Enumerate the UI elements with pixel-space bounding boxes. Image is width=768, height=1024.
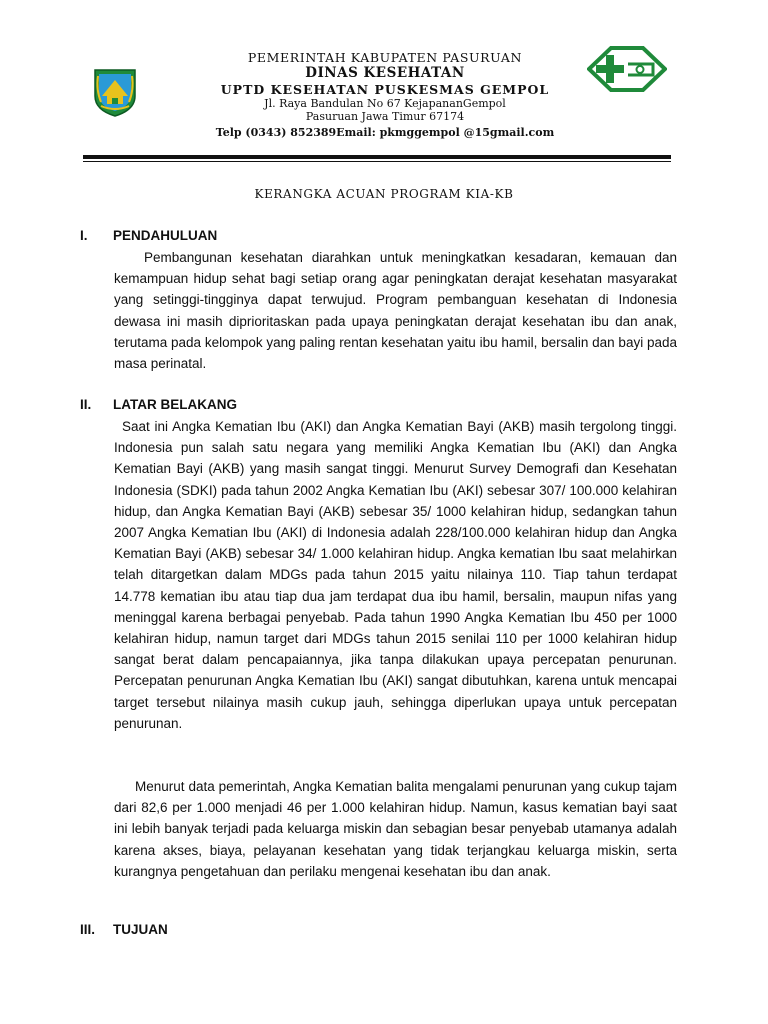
letterhead-address-city: Pasuruan Jawa Timur 67174 [305, 110, 465, 123]
paragraph-latar-belakang-2: Menurut data pemerintah, Angka Kematian balita mengalami penurunan yang cukup tajam dari 82,6 per 1.000 menjadi 46 per 1.000 kelahiran hidup. Namun, kasus kematian bayi saat ini lebih banyak terjadi pada keluarga miskin dan sebagian besar penyebab utamanya adalah karena akses, biaya, pelayanan kesehatan yang tidak terjangkau keluarga miskin, serta kurangnya pengetahuan dan perilaku mengenai kesehatan ibu dan anak. [114, 779, 677, 879]
letterhead-divider-thick [83, 155, 671, 159]
section-title: LATAR BELAKANG [113, 397, 237, 412]
section-number: I. [80, 228, 88, 243]
section-heading-pendahuluan [80, 228, 217, 243]
section-title: TUJUAN [113, 922, 168, 937]
letterhead-agency: DINAS KESEHATAN [305, 65, 465, 81]
letterhead-unit: UPTD KESEHATAN PUSKESMAS GEMPOL [220, 82, 550, 97]
section-heading-tujuan [80, 922, 168, 937]
section-title: PENDAHULUAN [113, 228, 218, 243]
letterhead-address-street: Jl. Raya Bandulan No 67 KejapananGempol [264, 97, 506, 110]
letterhead [150, 50, 620, 142]
section-heading-latar-belakang [80, 397, 237, 412]
letterhead-divider-thin [83, 161, 671, 162]
letterhead-contact: Telp (0343) 852389Email: pkmggempol @15gmail.com [215, 126, 555, 139]
document-title: KERANGKA ACUAN PROGRAM KIA-KB [254, 187, 514, 201]
section-number: III. [80, 922, 96, 937]
section-number: II. [80, 397, 92, 412]
paragraph-pendahuluan: Pembangunan kesehatan diarahkan untuk meningkatkan kesadaran, kemauan dan kemampuan hidup sehat bagi setiap orang agar peningkatan derajat kesehatan masyarakat yang setinggi-tingginya dapat terwujud. Program pembanguan kesehatan di Indonesia dewasa ini masih diprioritaskan pada upaya peningkatan derajat kesehatan ibu dan anak, terutama pada kelompok yang paling rentan kesehatan yaitu ibu hamil, bersalin dan bayi pada masa perinatal. [114, 250, 677, 372]
health-cross-icon [587, 46, 667, 92]
district-crest-icon [92, 66, 138, 118]
letterhead-government: PEMERINTAH KABUPATEN PASURUAN [247, 50, 523, 65]
paragraph-latar-belakang-1: Saat ini Angka Kematian Ibu (AKI) dan Angka Kematian Bayi (AKB) masih tergolong tinggi. Indonesia pun salah satu negara yang memiliki Angka Kematian Ibu (AKI) dan Angka Kematian Bayi (AKB) yang masih sangat tinggi. Menurut Survey Demografi dan Kesehatan Indonesia (SDKI) pada tahun 2002 Angka Kematian Ibu (AKI) sebesar 307/ 100.000 kelahiran hidup, dan Angka Kematian Bayi (AKB) sebesar 35/ 1000 kelahiran hidup, sedangkan tahun 2007 Angka Kematian Ibu (AKI) di Indonesia adalah 228/100.000 kelahiran hidup dan Angka Kematian Bayi (AKB) sebesar 34/ 1.000 kelahiran hidup. Angka kematian Ibu saat melahirkan telah ditargetkan dalam MDGs pada tahun 2015 yaitu nilainya 110. Tiap tahun terdapat 14.778 kematian ibu atau tiap dua jam terdapat dua ibu hamil, bersalin, maupun nifas yang meninggal karena berbagai penyebab. Pada tahun 1990 Angka Kematian Ibu 450 per 1000 kelahiran hidup, namun target dari MDGs tahun 2015 senilai 110 per 1000 kelahiran hidup sangat berat dalam pencapaiannya, jika tanpa dilakukan upaya percepatan penurunan. Percepatan penurunan Angka Kematian Ibu (AKI) sangat dibutuhkan, karena untuk mencapai target tersebut nilainya masih cukup jauh, sehingga diperlukan upaya untuk percepatan penurunan. [114, 419, 677, 731]
